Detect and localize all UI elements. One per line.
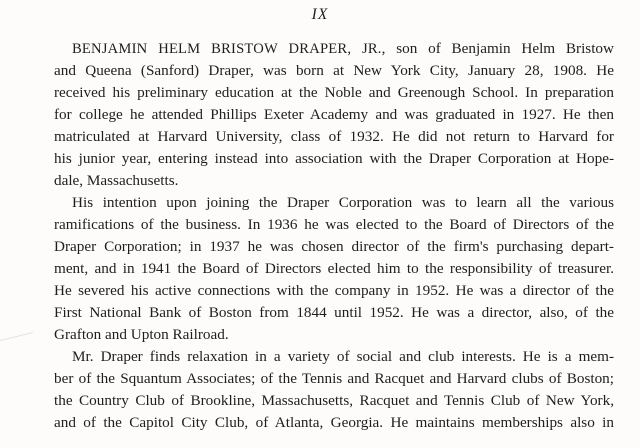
text-line-12: He severed his active connections with the company in 1952. He was a director of the (54, 282, 614, 299)
text-line-9: ramifications of the business. In 1936 he was elected to the Board of Directors of the (54, 216, 614, 233)
text-line-14: Grafton and Upton Railroad. (54, 326, 229, 343)
text-line-2: and Queena (Sanford) Draper, was born at New York City, January 28, 1908. He (54, 62, 614, 79)
text-line-17: the Country Club of Brookline, Massachusetts, Racquet and Tennis Club of New York, (54, 392, 614, 409)
text-line-10: Draper Corporation; in 1937 he was chosen director of the firm's purchasing depart- (54, 238, 614, 255)
text-line-1 (72, 38, 614, 60)
text-line-6: his junior year, entering instead into association with the Draper Corporation at Hope- (54, 150, 614, 167)
text-line-1-rest: , son of Benjamin Helm Bristow (381, 40, 614, 57)
subject-name: BENJAMIN HELM BRISTOW DRAPER, JR. (72, 41, 382, 57)
chapter-heading: IX (311, 6, 329, 23)
text-line-5: matriculated at Harvard University, class of 1932. He did not return to Harvard for (54, 128, 614, 145)
text-line-18: and of the Capitol City Club, of Atlanta, Georgia. He maintains memberships also in (54, 414, 614, 431)
text-line-16: ber of the Squantum Associates; of the Tennis and Racquet and Harvard clubs of Boston; (54, 370, 614, 387)
text-line-4: for college he attended Phillips Exeter Academy and was graduated in 1927. He then (54, 106, 614, 123)
text-line-3: received his preliminary education at the Noble and Greenough School. In preparation (54, 84, 614, 101)
text-line-13: First National Bank of Boston from 1844 until 1952. He was a director, also, of the (54, 304, 614, 321)
text-line-7: dale, Massachusetts. (54, 172, 179, 189)
text-line-15: Mr. Draper finds relaxation in a variety of social and club interests. He is a mem- (72, 348, 614, 365)
text-line-11: ment, and in 1941 the Board of Directors elected him to the responsibility of treasurer. (54, 260, 614, 277)
paper-crease-mark (0, 332, 34, 347)
text-line-8: His intention upon joining the Draper Corporation was to learn all the various (72, 194, 614, 211)
